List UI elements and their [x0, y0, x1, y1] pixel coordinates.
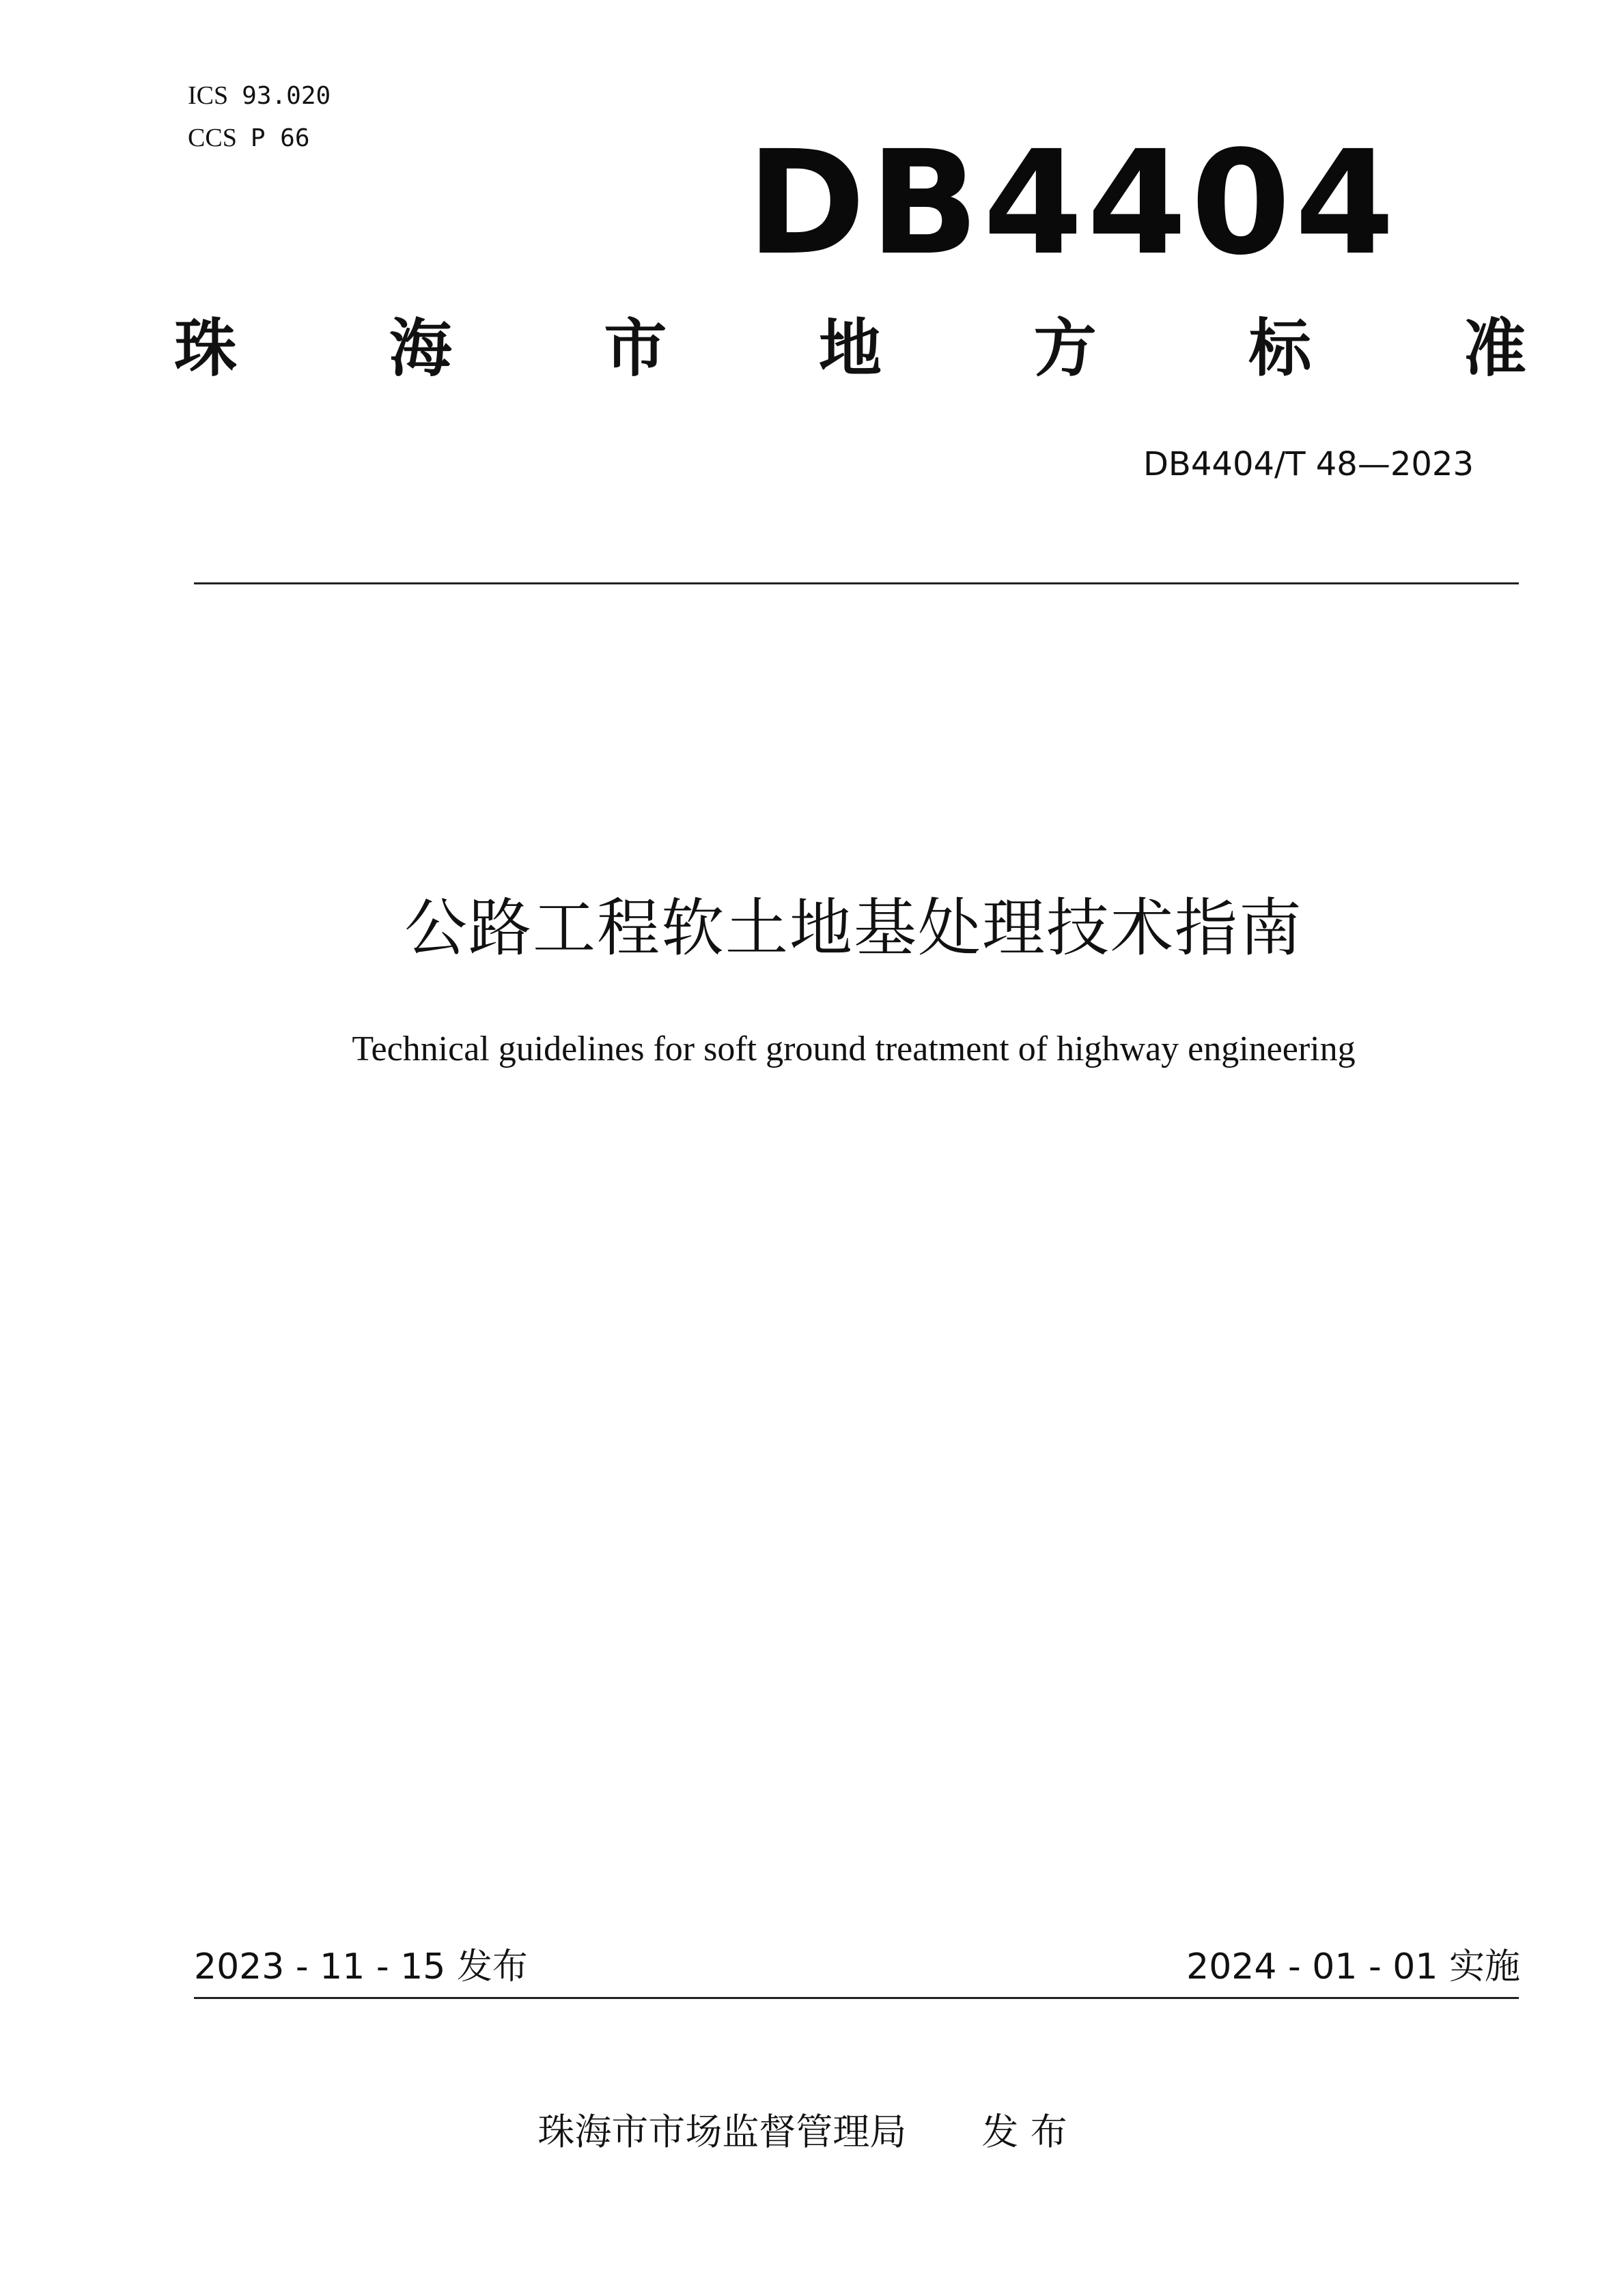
- standard-type-char: 方: [1033, 312, 1097, 385]
- standard-type-char: 市: [604, 312, 667, 385]
- standard-number: DB4404/T 48—2023: [1143, 445, 1474, 483]
- ccs-line: [188, 123, 310, 154]
- document-title-chinese: 公路工程软土地基处理技术指南: [404, 892, 1303, 965]
- standard-type-char: 地: [818, 312, 882, 385]
- standard-type-char: 海: [389, 312, 452, 385]
- standard-type-char: 标: [1248, 312, 1312, 385]
- db-code-logo: DB4404: [746, 119, 1399, 287]
- issuer-line: [0, 2108, 1605, 2156]
- standard-type-heading: [174, 311, 1526, 386]
- ccs-code: P 66: [250, 124, 310, 152]
- issuer-name: 珠海市市场监督管理局: [537, 2110, 907, 2153]
- issuer-action: 发 布: [981, 2110, 1067, 2153]
- ics-code: 93.020: [242, 82, 331, 110]
- implementation-date: 2024 - 01 - 01 实施: [1186, 1946, 1520, 1987]
- standard-type-char: 准: [1463, 312, 1526, 385]
- ics-line: [188, 81, 331, 111]
- ccs-label: CCS: [188, 124, 237, 152]
- bottom-divider: [194, 1997, 1519, 1999]
- standard-type-char: 珠: [174, 312, 238, 385]
- top-divider: [194, 582, 1519, 584]
- release-date: 2023 - 11 - 15 发布: [194, 1946, 528, 1987]
- document-title-english: Technical guidelines for soft ground treatment of highway engineering: [352, 1030, 1356, 1068]
- ics-label: ICS: [188, 81, 229, 110]
